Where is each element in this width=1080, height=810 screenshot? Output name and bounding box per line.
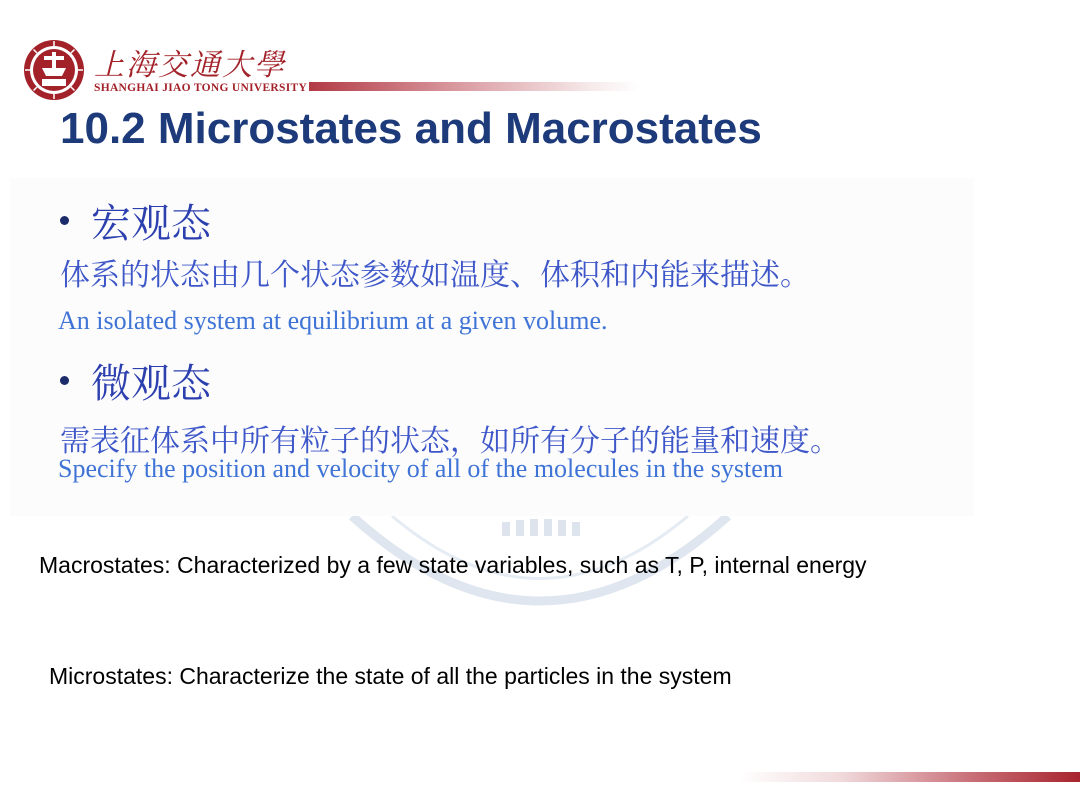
content-panel [10,178,974,516]
university-name-en: SHANGHAI JIAO TONG UNIVERSITY [94,82,308,94]
bullet-dot [60,216,69,225]
university-name-cn: 上海交通大學 [94,48,286,83]
footer-accent-bar [740,772,1080,782]
bullet-dot [60,376,69,385]
microstate-heading: 微观态 [91,361,211,407]
macrostate-note: Macrostates: Characterized by a few state variables, such as T, P, internal energy [39,552,867,578]
microstate-note: Microstates: Characterize the state of all the particles in the system [49,663,732,689]
macrostate-heading: 宏观态 [91,201,211,247]
page-title: 10.2 Microstates and Macrostates [60,104,762,153]
university-logo [22,38,322,102]
header-accent-bar [309,82,639,91]
macrostate-en-text: An isolated system at equilibrium at a given volume. [58,306,608,335]
macrostate-cn-text: 体系的状态由几个状态参数如温度、体积和内能来描述。 [60,258,810,293]
microstate-cn-text: 需表征体系中所有粒子的状态，如所有分子的能量和速度。 [60,424,840,459]
bullet-macrostate [60,192,211,249]
bullet-microstate [60,352,211,409]
university-seal-icon [22,38,86,102]
microstate-en-text: Specify the position and velocity of all of the molecules in the system [58,454,783,483]
